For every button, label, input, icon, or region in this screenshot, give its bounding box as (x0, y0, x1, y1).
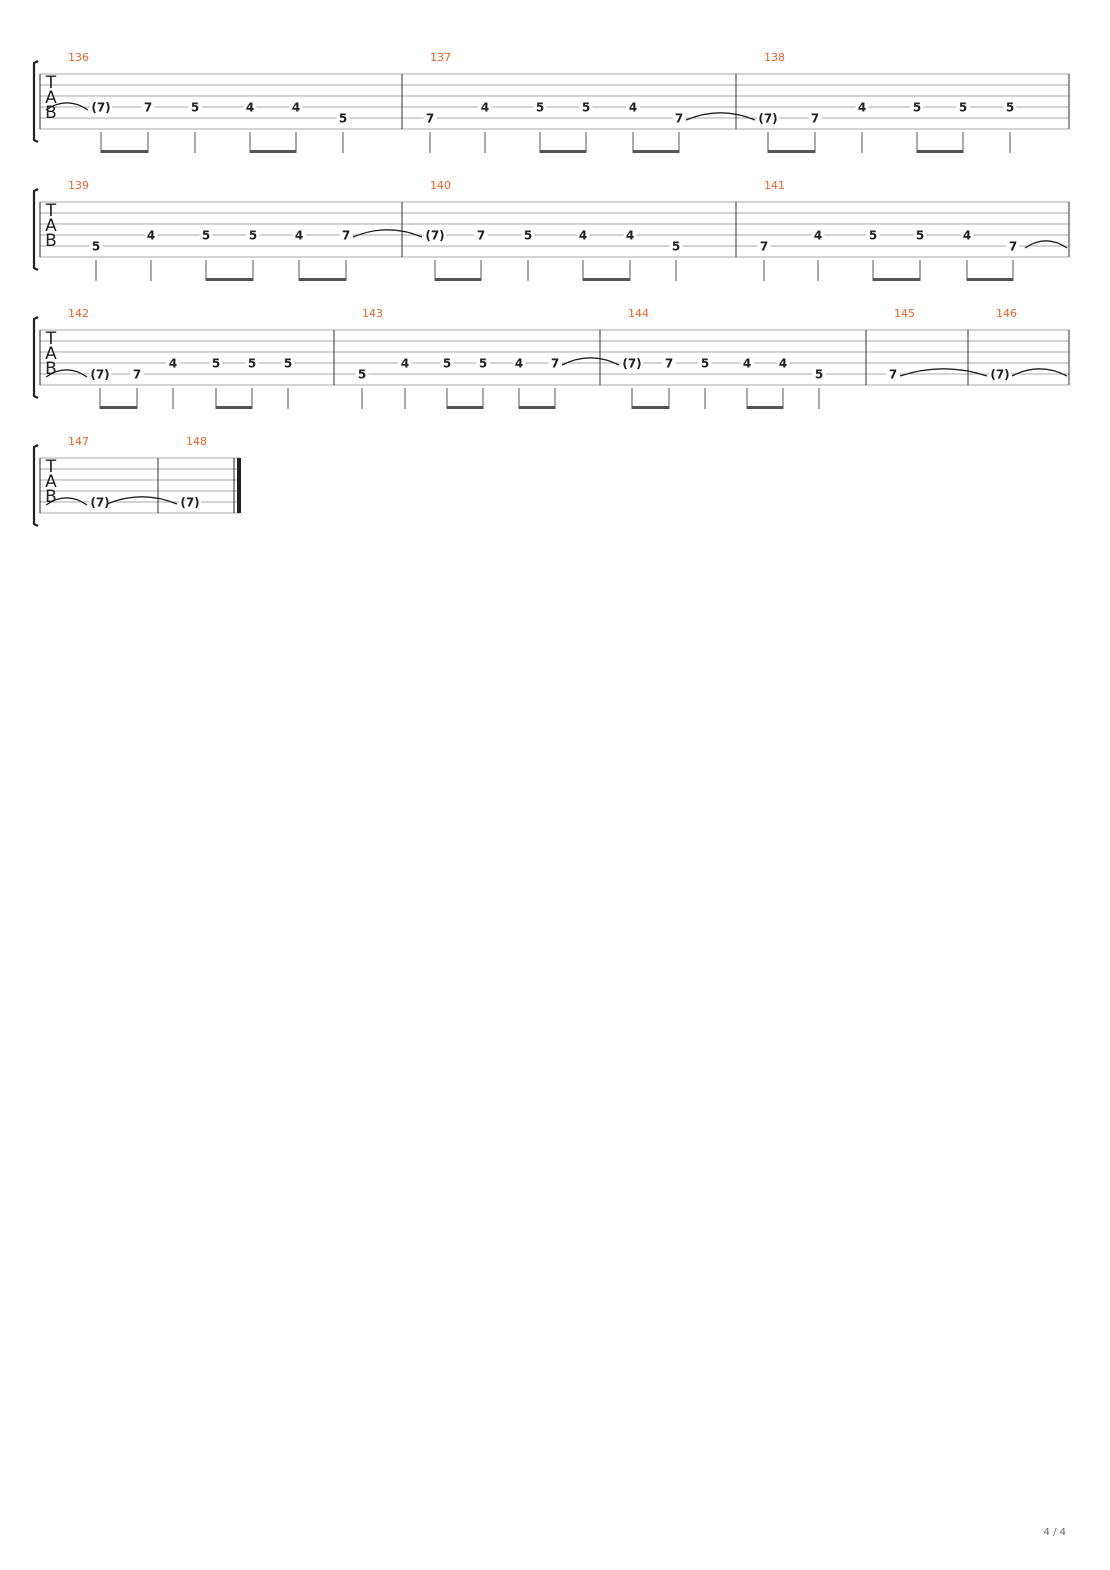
fret-number: 4 (291, 100, 301, 115)
measure-number: 144 (628, 307, 649, 320)
eighth-beam (632, 406, 669, 409)
fret-number: 5 (201, 228, 211, 243)
fret-number: 7 (1008, 239, 1018, 254)
fret-number: (7) (90, 495, 110, 510)
tab-clef-letter: A (45, 472, 57, 492)
measure-number: 136 (68, 51, 89, 64)
tie-arc (562, 358, 619, 365)
fret-number: (7) (758, 111, 778, 126)
fret-number: 5 (535, 100, 545, 115)
fret-number: (7) (90, 367, 110, 382)
fret-number: 4 (400, 356, 410, 371)
fret-number: 5 (442, 356, 452, 371)
tie-arc (686, 113, 755, 120)
fret-number: 4 (742, 356, 752, 371)
fret-number: 4 (480, 100, 490, 115)
tab-clef-letter: T (45, 457, 57, 477)
measure-number: 139 (68, 179, 89, 192)
measure-number: 147 (68, 435, 89, 448)
eighth-beam (768, 150, 815, 153)
fret-number: 5 (211, 356, 221, 371)
measure-number: 145 (894, 307, 915, 320)
eighth-beam (435, 278, 481, 281)
fret-number: 5 (190, 100, 200, 115)
measure-number: 146 (996, 307, 1017, 320)
fret-number: (7) (180, 495, 200, 510)
fret-number: 5 (357, 367, 367, 382)
fret-number: 4 (168, 356, 178, 371)
eighth-beam (101, 150, 148, 153)
eighth-beam (250, 150, 296, 153)
measure-number: 141 (764, 179, 785, 192)
fret-number: 7 (759, 239, 769, 254)
fret-number: 4 (778, 356, 788, 371)
eighth-beam (100, 406, 137, 409)
measure-number: 137 (430, 51, 451, 64)
fret-number: 5 (91, 239, 101, 254)
fret-number: 5 (868, 228, 878, 243)
fret-number: 5 (523, 228, 533, 243)
fret-number: 5 (814, 367, 824, 382)
fret-number: 4 (625, 228, 635, 243)
measure-number: 143 (362, 307, 383, 320)
eighth-beam (633, 150, 679, 153)
fret-number: 5 (248, 228, 258, 243)
fret-number: 5 (338, 111, 348, 126)
fret-number: 5 (283, 356, 293, 371)
fret-number: 7 (132, 367, 142, 382)
fret-number: 4 (245, 100, 255, 115)
measure-number: 148 (186, 435, 207, 448)
eighth-beam (519, 406, 555, 409)
outgoing-tie-arc (1025, 241, 1067, 248)
fret-number: 4 (628, 100, 638, 115)
fret-number: (7) (622, 356, 642, 371)
fret-number: 7 (664, 356, 674, 371)
fret-number: 5 (915, 228, 925, 243)
fret-number: 7 (143, 100, 153, 115)
fret-number: 7 (888, 367, 898, 382)
fret-number: 5 (581, 100, 591, 115)
fret-number: 7 (810, 111, 820, 126)
fret-number: 7 (341, 228, 351, 243)
measure-number: 142 (68, 307, 89, 320)
tab-clef-letter: B (45, 231, 57, 251)
eighth-beam (447, 406, 483, 409)
outgoing-tie-arc (1012, 369, 1067, 376)
fret-number: (7) (91, 100, 111, 115)
tab-system (34, 435, 241, 526)
tie-arc (353, 230, 422, 237)
tab-system (34, 307, 1069, 409)
fret-number: 5 (912, 100, 922, 115)
eighth-beam (216, 406, 252, 409)
eighth-beam (299, 278, 346, 281)
system-bracket (34, 61, 38, 142)
fret-number: 7 (674, 111, 684, 126)
eighth-beam (873, 278, 920, 281)
eighth-beam (540, 150, 586, 153)
tab-clef-letter: A (45, 344, 57, 364)
fret-number: 4 (514, 356, 524, 371)
fret-number: 7 (476, 228, 486, 243)
eighth-beam (206, 278, 253, 281)
fret-number: 4 (294, 228, 304, 243)
tie-arc (107, 497, 177, 504)
tab-clef-letter: T (45, 73, 57, 93)
tab-system (34, 179, 1069, 281)
system-bracket (34, 445, 38, 526)
tab-system (34, 51, 1069, 153)
measure-number: 140 (430, 179, 451, 192)
tab-clef-letter: A (45, 216, 57, 236)
final-barline (237, 458, 241, 513)
measure-number: 138 (764, 51, 785, 64)
fret-number: 5 (958, 100, 968, 115)
tie-arc (900, 369, 987, 376)
fret-number: 4 (857, 100, 867, 115)
fret-number: 5 (671, 239, 681, 254)
fret-number: 4 (146, 228, 156, 243)
fret-number: 4 (962, 228, 972, 243)
eighth-beam (583, 278, 630, 281)
tab-clef-letter: T (45, 201, 57, 221)
fret-number: 7 (550, 356, 560, 371)
fret-number: 5 (1005, 100, 1015, 115)
fret-number: 7 (425, 111, 435, 126)
system-bracket (34, 317, 38, 398)
fret-number: 4 (578, 228, 588, 243)
system-bracket (34, 189, 38, 270)
eighth-beam (917, 150, 963, 153)
fret-number: 5 (700, 356, 710, 371)
tab-clef-letter: B (45, 487, 57, 507)
fret-number: 5 (478, 356, 488, 371)
eighth-beam (747, 406, 783, 409)
fret-number: 4 (813, 228, 823, 243)
fret-number: 5 (247, 356, 257, 371)
tab-clef-letter: T (45, 329, 57, 349)
fret-number: (7) (425, 228, 445, 243)
eighth-beam (967, 278, 1013, 281)
tab-clef-letter: B (45, 103, 57, 123)
page-number: 4 / 4 (1043, 1527, 1066, 1538)
fret-number: (7) (990, 367, 1010, 382)
tab-clef-letter: A (45, 88, 57, 108)
tab-clef-letter: B (45, 359, 57, 379)
